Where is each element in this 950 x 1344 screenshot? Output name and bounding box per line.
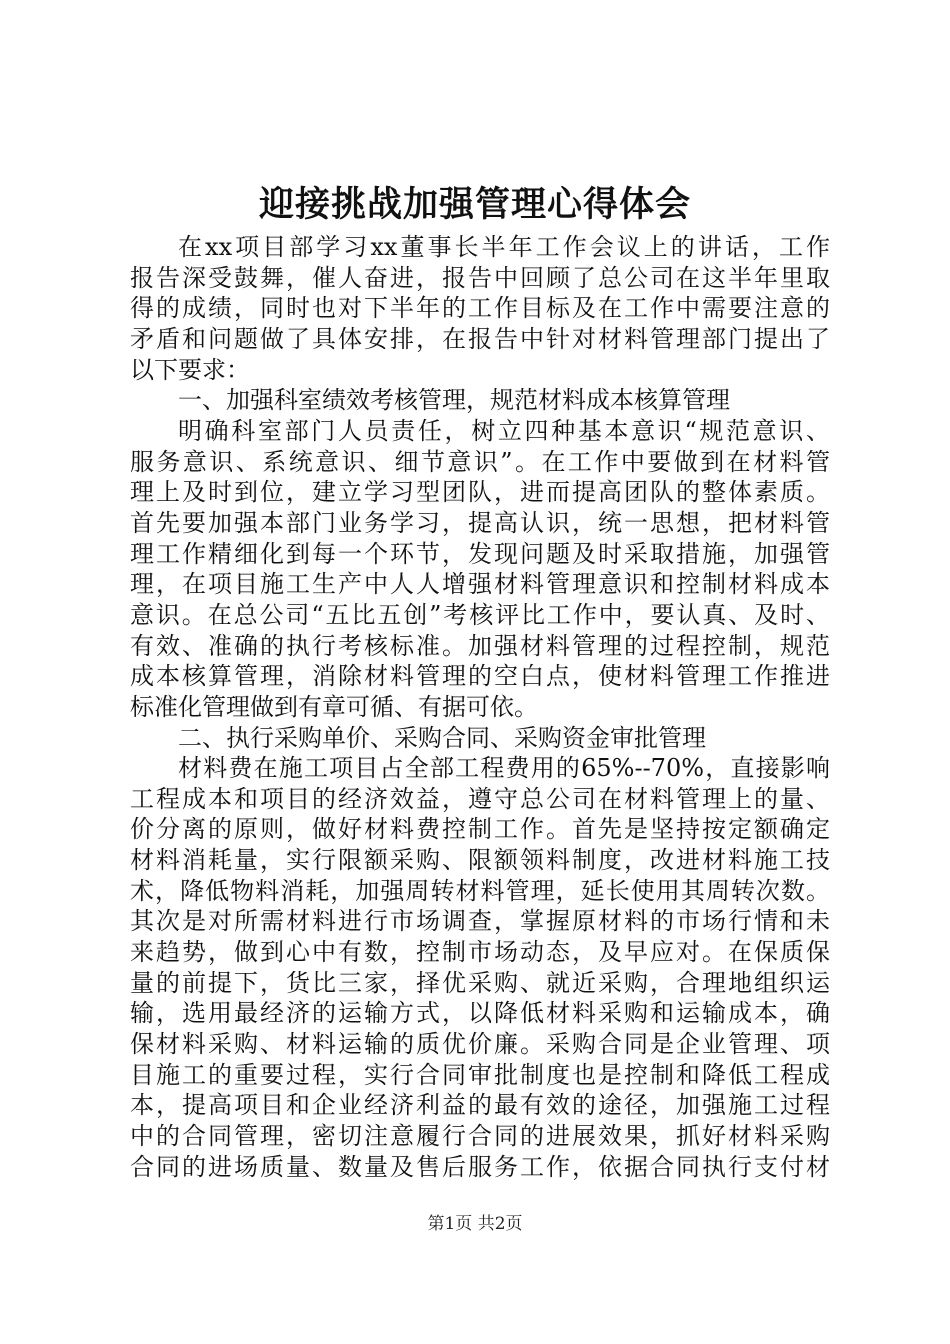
text-line: 首先要加强本部门业务学习，提高认识，统一思想，把材料管 [130, 508, 830, 537]
text-line: 术，降低物料消耗，加强周转材料管理，延长使用其周转次数。 [130, 876, 830, 905]
section-heading-2: 二、执行采购单价、采购合同、采购资金审批管理 [178, 723, 706, 752]
text-line: 矛盾和问题做了具体安排，在报告中针对材料管理部门提出了 [130, 324, 830, 353]
text-line: 其次是对所需材料进行市场调查，掌握原材料的市场行情和未 [130, 907, 830, 936]
text-line: 目施工的重要过程，实行合同审批制度也是控制和降低工程成 [130, 1060, 830, 1089]
text-line: 在xx项目部学习xx董事长半年工作会议上的讲话，工作 [178, 233, 830, 261]
text-line: 输，选用最经济的运输方式，以降低材料采购和运输成本，确 [130, 999, 830, 1028]
text-line: 以下要求： [130, 355, 250, 384]
text-line: 理，在项目施工生产中人人增强材料管理意识和控制材料成本 [130, 570, 830, 599]
text-line: 成本核算管理，消除材料管理的空白点，使材料管理工作推进 [130, 662, 830, 691]
text-line: 报告深受鼓舞，催人奋进，报告中回顾了总公司在这半年里取 [130, 263, 830, 292]
text-line: 本，提高项目和企业经济利益的最有效的途径，加强施工过程 [130, 1091, 830, 1120]
text-line: 服务意识、系统意识、细节意识”。在工作中要做到在材料管 [130, 447, 830, 476]
text-line: 意识。在总公司“五比五创”考核评比工作中，要认真、及时、 [130, 600, 830, 629]
text-line: 标准化管理做到有章可循、有据可依。 [130, 692, 538, 721]
text-line: 合同的进场质量、数量及售后服务工作，依据合同执行支付材 [130, 1152, 830, 1181]
text-line: 理工作精细化到每一个环节，发现问题及时采取措施，加强管 [130, 539, 830, 568]
text-line: 有效、准确的执行考核标准。加强材料管理的过程控制，规范 [130, 631, 830, 660]
text-line: 工程成本和项目的经济效益，遵守总公司在材料管理上的量、 [130, 784, 830, 813]
text-line: 明确科室部门人员责任，树立四种基本意识“规范意识、 [178, 416, 830, 445]
document-title: 迎接挑战加强管理心得体会 [258, 184, 691, 225]
text-line: 理上及时到位，建立学习型团队，进而提高团队的整体素质。 [130, 478, 830, 507]
text-line: 得的成绩，同时也对下半年的工作目标及在工作中需要注意的 [130, 294, 830, 323]
text-line: 材料消耗量，实行限额采购、限额领料制度，改进材料施工技 [130, 846, 830, 875]
document-body [130, 232, 830, 1182]
text-line: 材料费在施工项目占全部工程费用的65%--70%，直接影响 [178, 754, 830, 783]
text-line: 保材料采购、材料运输的质优价廉。采购合同是企业管理、项 [130, 1030, 830, 1059]
text-line: 价分离的原则，做好材料费控制工作。首先是坚持按定额确定 [130, 815, 830, 844]
page-footer: 第1页 共2页 [427, 1214, 523, 1234]
section-heading-1: 一、加强科室绩效考核管理，规范材料成本核算管理 [178, 386, 730, 415]
text-line: 量的前提下，货比三家，择优采购、就近采购，合理地组织运 [130, 968, 830, 997]
text-line: 中的合同管理，密切注意履行合同的进展效果，抓好材料采购 [130, 1122, 830, 1151]
text-line: 来趋势，做到心中有数，控制市场动态，及早应对。在保质保 [130, 938, 830, 967]
